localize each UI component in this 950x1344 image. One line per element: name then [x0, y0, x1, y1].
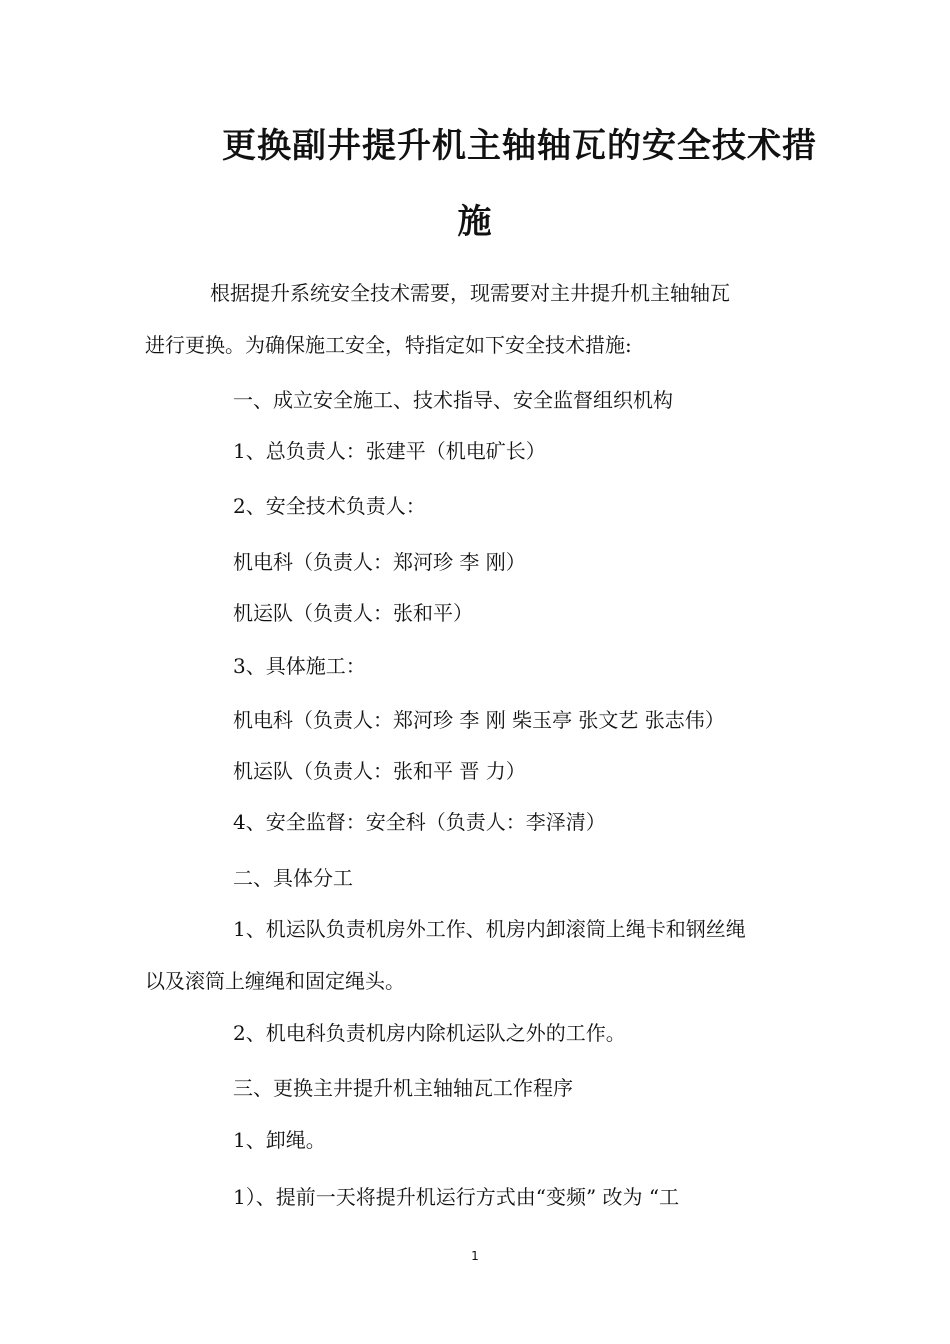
paragraph-line: 进行更换。为确保施工安全，特指定如下安全技术措施:: [145, 333, 632, 357]
document-title-line-2: 施: [457, 202, 493, 242]
section-heading: 三、更换主井提升机主轴轴瓦工作程序: [233, 1076, 573, 1100]
paragraph-line: 2、安全技术负责人：: [233, 494, 426, 518]
paragraph-line: 机电科（负责人：郑河珍 李 刚）: [233, 550, 526, 574]
document-title-line-1: 更换副井提升机主轴轴瓦的安全技术措: [222, 126, 817, 166]
paragraph-line: 1、机运队负责机房外工作、机房内卸滚筒上绳卡和钢丝绳: [233, 917, 746, 941]
paragraph-line: 2、机电科负责机房内除机运队之外的工作。: [233, 1021, 626, 1045]
paragraph-line: 3、具体施工：: [233, 654, 366, 678]
paragraph-line: 以及滚筒上缠绳和固定绳头。: [145, 969, 405, 993]
section-heading: 一、成立安全施工、技术指导、安全监督组织机构: [233, 388, 673, 412]
paragraph-line: 机电科（负责人：郑河珍 李 刚 柴玉亭 张文艺 张志伟）: [233, 708, 725, 732]
paragraph-line: 根据提升系统安全技术需要，现需要对主井提升机主轴轴瓦: [210, 281, 730, 305]
paragraph-line: 4、安全监督：安全科（负责人：李泽清）: [233, 810, 606, 834]
page-number: 1: [471, 1249, 479, 1263]
paragraph-line: 1）、提前一天将提升机运行方式由“变频” 改为 “工: [233, 1185, 680, 1209]
paragraph-line: 机运队（负责人：张和平）: [233, 601, 473, 625]
paragraph-line: 1、卸绳。: [233, 1128, 326, 1152]
paragraph-line: 1、总负责人：张建平（机电矿长）: [233, 439, 546, 463]
section-heading: 二、具体分工: [233, 866, 353, 890]
paragraph-line: 机运队（负责人：张和平 晋 力）: [233, 759, 526, 783]
